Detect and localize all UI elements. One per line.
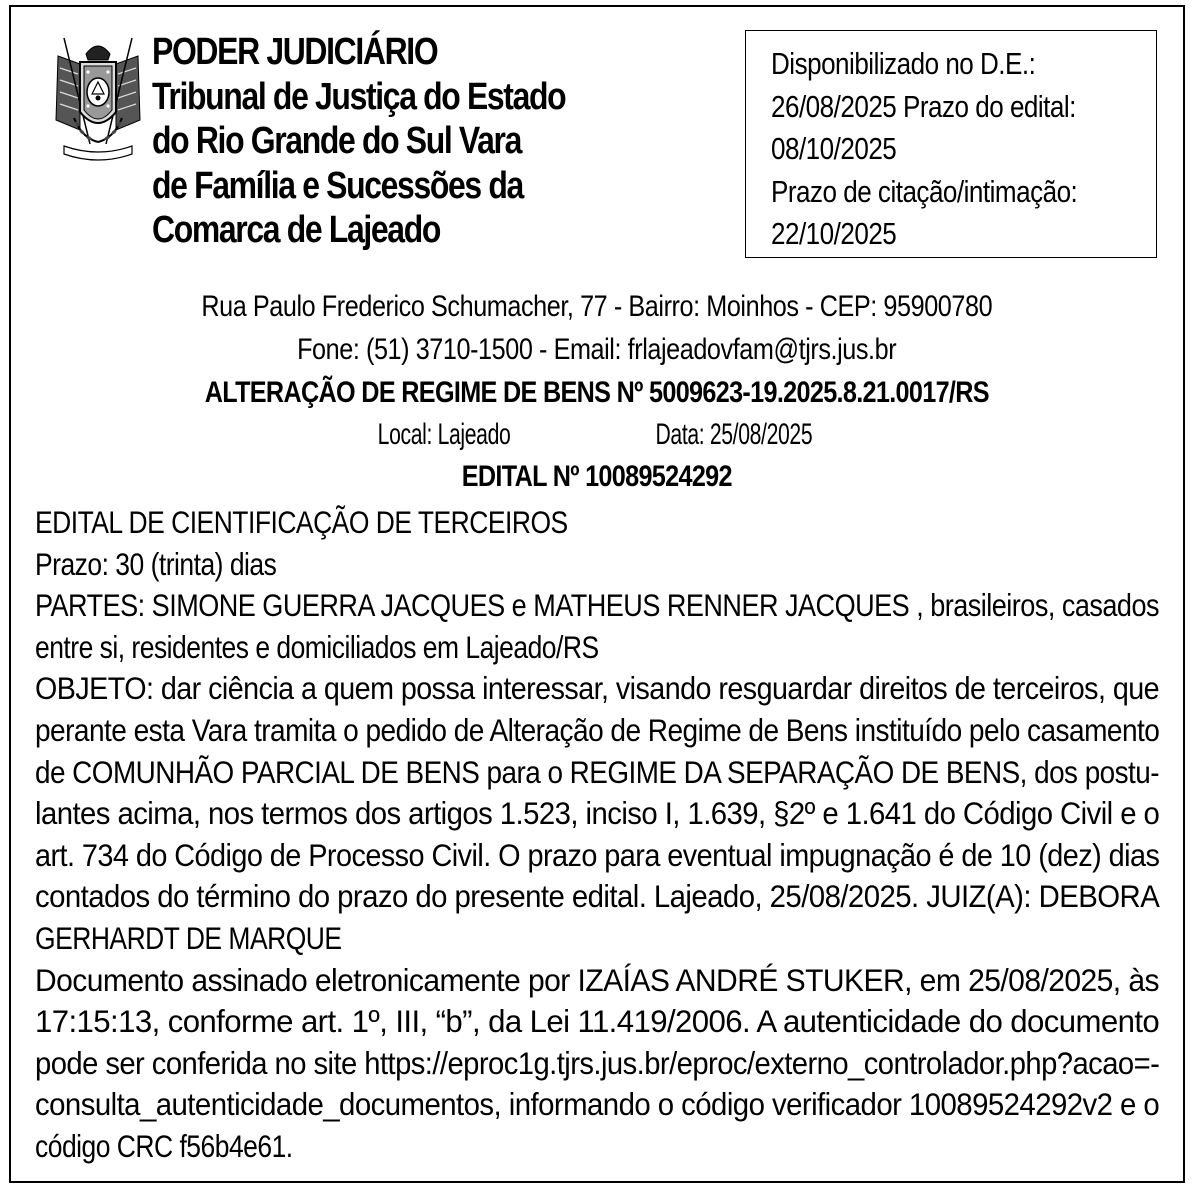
edital-number-text: EDITAL Nº 10089524292 — [461, 460, 732, 493]
body-line: 17:15:13, conforme art. 1º, III, “b”, da Lei 11.419/2006. A autenticidade do documento — [35, 1003, 1160, 1040]
case-title — [0, 376, 1193, 410]
court-title-line: Tribunal de Justiça do Estado — [152, 75, 566, 118]
body-line: lantes acima, nos termos dos artigos 1.523, inciso I, 1.639, §2º e 1.641 do Código Civil e o — [35, 795, 1160, 832]
court-title-line: de Família e Sucessões da — [152, 164, 523, 207]
court-title-line: PODER JUDICIÁRIO — [152, 31, 438, 73]
location-text: Local: Lajeado — [377, 418, 511, 451]
body-line: código CRC f56b4e61. — [35, 1127, 293, 1164]
notice-line: 22/10/2025 — [771, 216, 897, 251]
edital-body — [35, 502, 1159, 1168]
body-line: pode ser conferida no site https://eproc1g.tjrs.jus.br/eproc/externo_controlador.php?acao=- — [35, 1044, 1160, 1081]
body-line: OBJETO: dar ciência a quem possa interessar, visando resguardar direitos de terceiros, que — [35, 670, 1160, 707]
body-line: entre si, residentes e domiciliados em Lajeado/RS — [35, 628, 599, 665]
body-line: EDITAL DE CIENTIFICAÇÃO DE TERCEIROS — [35, 504, 568, 540]
court-title — [152, 30, 589, 253]
date-text: Data: 25/08/2025 — [655, 418, 813, 451]
body-line: Prazo: 30 (trinta) dias — [35, 545, 277, 582]
location-date — [0, 418, 1193, 452]
court-title-line: do Rio Grande do Sul Vara — [152, 120, 522, 162]
body-line: perante esta Vara tramita o pedido de Alteração de Regime de Bens instituído pelo casamento — [35, 711, 1160, 748]
notice-line: 08/10/2025 — [771, 131, 897, 166]
body-line: Documento assinado eletronicamente por IZAÍAS ANDRÉ STUKER, em 25/08/2025, às — [35, 961, 1159, 998]
coat-of-arms-icon — [50, 34, 146, 164]
body-line: art. 734 do Código de Processo Civil. O prazo para eventual impugnação é de 10 (dez) dias — [35, 836, 1160, 873]
address-contact — [0, 333, 1193, 367]
body-line: PARTES: SIMONE GUERRA JACQUES e MATHEUS RENNER JACQUES , brasileiros, casados — [35, 587, 1159, 624]
body-line: contados do término do prazo do presente edital. Lajeado, 25/08/2025. JUIZ(A): DEBORA — [35, 878, 1160, 915]
address-contact-text: Fone: (51) 3710-1500 - Email: frlajeadovfam@tjrs.jus.br — [296, 333, 897, 366]
publication-notice-box — [745, 30, 1157, 258]
court-title-line: Comarca de Lajeado — [152, 209, 441, 251]
edital-number — [0, 460, 1193, 494]
notice-line: Prazo de citação/intimação: — [771, 173, 1078, 209]
address-street-text: Rua Paulo Frederico Schumacher, 77 - Bairro: Moinhos - CEP: 95900780 — [201, 290, 992, 323]
body-line: GERHARDT DE MARQUE — [35, 919, 342, 956]
body-line: de COMUNHÃO PARCIAL DE BENS para o REGIME DA SEPARAÇÃO DE BENS, dos postu- — [35, 753, 1159, 790]
case-title-text: ALTERAÇÃO DE REGIME DE BENS Nº 5009623-19.2025.8.21.0017/RS — [204, 376, 989, 409]
notice-line: Disponibilizado no D.E.: — [771, 46, 1036, 81]
body-line: consulta_autenticidade_documentos, informando o código verificador 10089524292v2 e o — [35, 1086, 1160, 1123]
notice-line: 26/08/2025 Prazo do edital: — [771, 88, 1076, 124]
address-street — [0, 290, 1193, 324]
